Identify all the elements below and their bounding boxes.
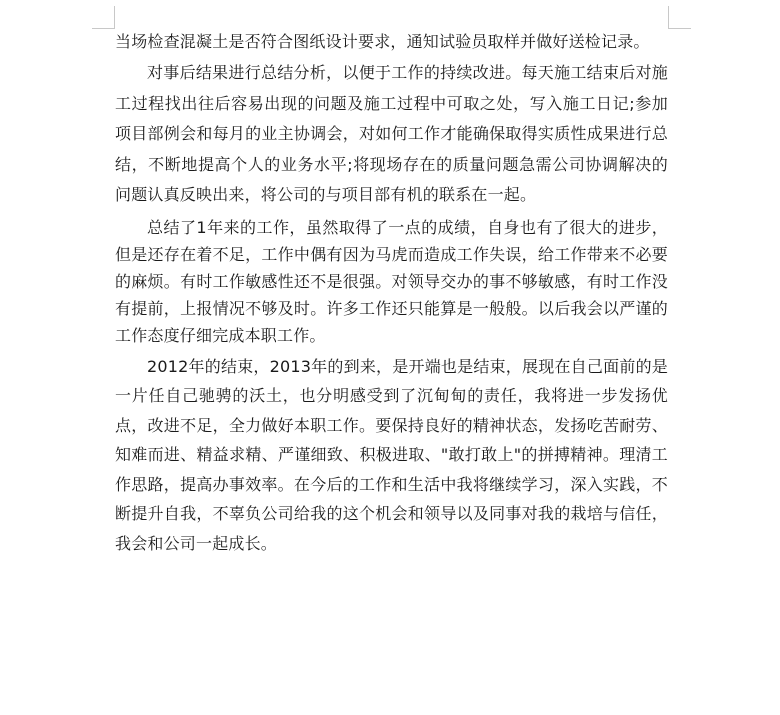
paragraph-2: 对事后结果进行总结分析，以便于工作的持续改进。每天施工结束后对施工过程找出往后容易出现的问题及施工过程中可取之处，写入施工日记;参加项目部例会和每月的业主协调会，对如何工作才能确保取得实质性成果进行总结，不断地提高个人的业务水平;将现场存在的质量问题急需公司协调解决的问题认真反映出来，将公司的与项目部有机的联系在一起。	[115, 63, 668, 204]
document-body[interactable]	[115, 29, 668, 558]
margin-corner-mark	[668, 6, 691, 29]
paragraph-3: 总结了1年来的工作，虽然取得了一点的成绩，自身也有了很大的进步，但是还存在着不足，工作中偶有因为马虎而造成工作失误，给工作带来不必要的麻烦。有时工作敏感性还不是很强。对领导交办的事不够敏感，有时工作没有提前，上报情况不够及时。许多工作还只能算是一般般。以后我会以严谨的工作态度仔细完成本职工作。	[115, 217, 668, 345]
margin-corner-mark	[92, 6, 115, 29]
paragraph-1: 当场检查混凝土是否符合图纸设计要求，通知试验员取样并做好送检记录。	[115, 32, 650, 51]
paragraph-4: 2012年的结束，2013年的到来，是开端也是结束，展现在自己面前的是一片任自己驰骋的沃土，也分明感受到了沉甸甸的责任，我将进一步发扬优点，改进不足，全力做好本职工作。要保持良好的精神状态，发扬吃苦耐劳、知难而进、精益求精、严谨细致、积极进取、"敢打敢上"的拼搏精神。理清工作思路，提高办事效率。在今后的工作和生活中我将继续学习，深入实践，不断提升自我，不辜负公司给我的这个机会和领导以及同事对我的栽培与信任，我会和公司一起成长。	[115, 356, 668, 553]
